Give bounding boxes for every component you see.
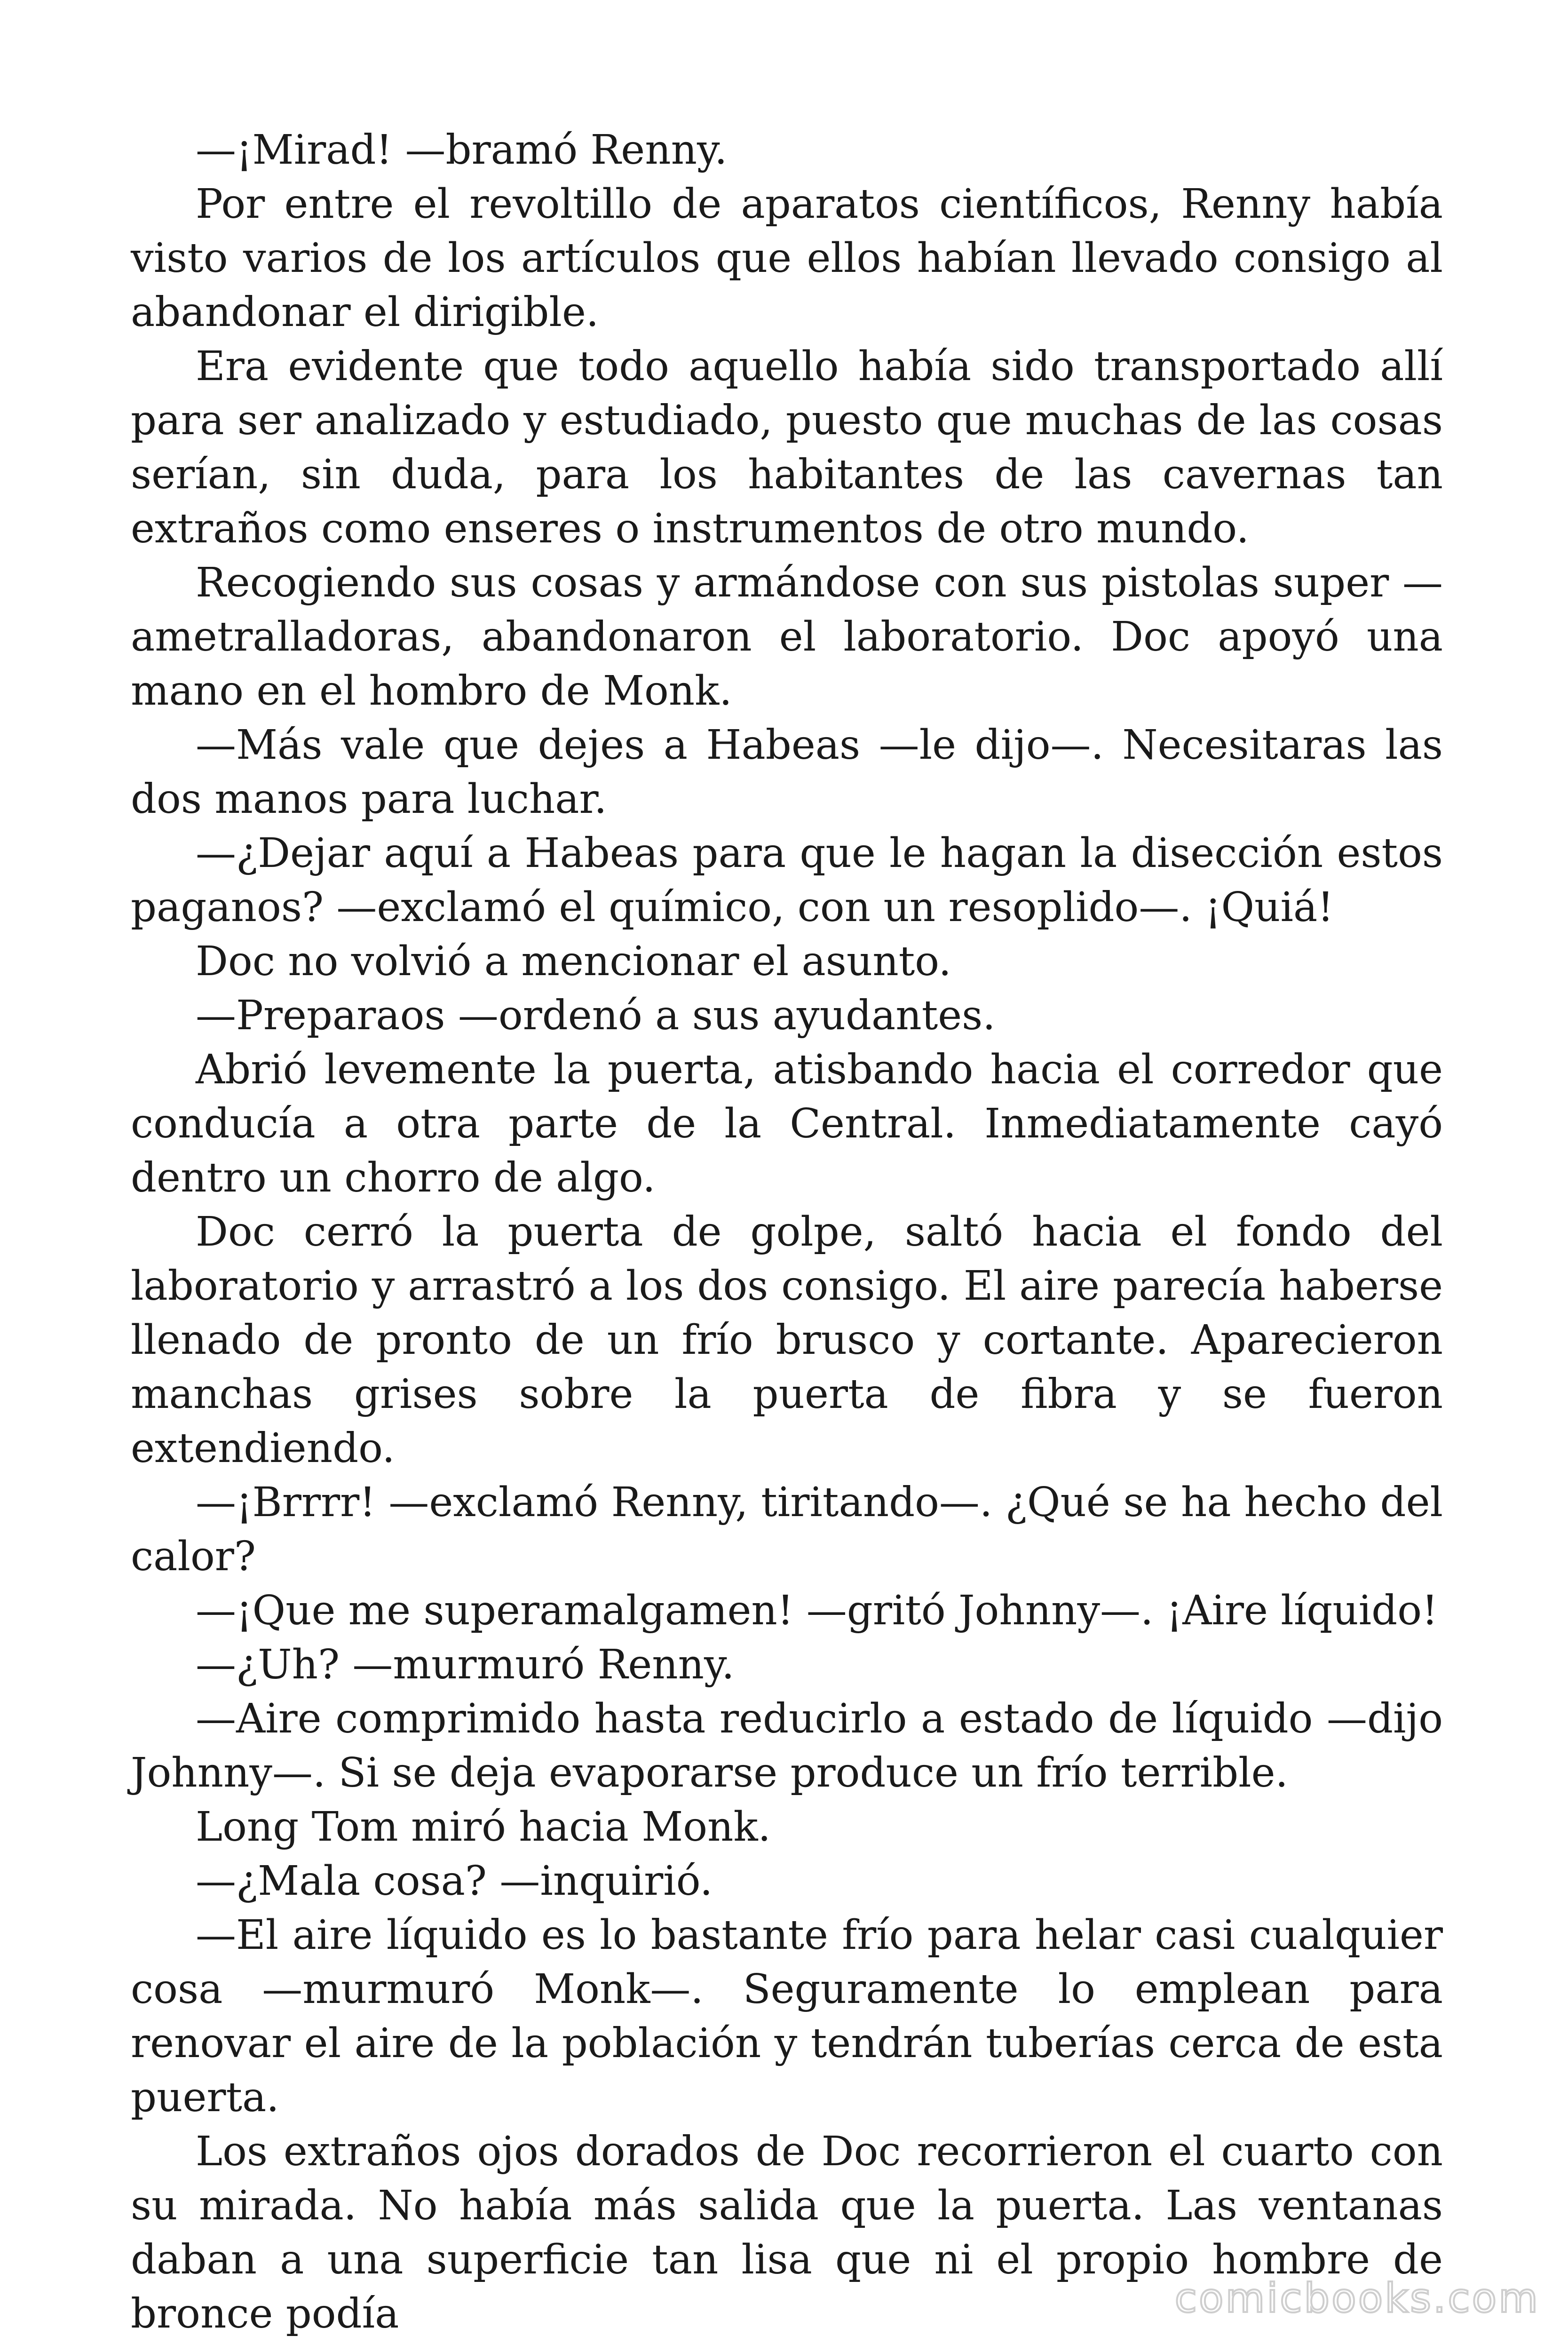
paragraph: —Más vale que dejes a Habeas —le dijo—. Necesitaras las dos manos para luchar. (131, 722, 1443, 823)
paragraph: Abrió levemente la puerta, atisbando hacia el corredor que conducía a otra parte de la Central. Inmediatamente cayó dentro un chorro de algo. (131, 1046, 1443, 1201)
paragraph: Los extraños ojos dorados de Doc recorrieron el cuarto con su mirada. No había más salida que la puerta. Las ventanas daban a una superficie tan lisa que ni el propio hombre de bronce podía (131, 2128, 1443, 2337)
paragraph: Doc no volvió a mencionar el asunto. (196, 938, 951, 985)
paragraph: —¡Que me superamalgamen! —gritó Johnny—. ¡Aire líquido! (196, 1587, 1438, 1634)
paragraph: —El aire líquido es lo bastante frío para helar casi cualquier cosa —murmuró Monk—. Seguramente lo emplean para renovar el aire de la población y tendrán tuberías cerca de esta puerta. (131, 1912, 1443, 2121)
paragraph: —¿Mala cosa? —inquirió. (196, 1858, 713, 1905)
paragraph: Recogiendo sus cosas y armándose con sus pistolas super — ametralladoras, abandonaron el laboratorio. Doc apoyó una mano en el hombro de Monk. (131, 559, 1443, 715)
paragraph: Doc cerró la puerta de golpe, saltó hacia el fondo del laboratorio y arrastró a los dos consigo. El aire parecía haberse llenado de pronto de un frío brusco y cortante. Aparecieron manchas grises sobre la puerta de fibra y se fueron extendiendo. (131, 1208, 1443, 1472)
paragraph: —¡Brrrr! —exclamó Renny, tiritando—. ¿Qué se ha hecho del calor? (131, 1479, 1443, 1580)
paragraph: —¿Uh? —murmuró Renny. (196, 1641, 735, 1688)
watermark: comicbooks.com (1174, 2275, 1540, 2322)
paragraph: —Aire comprimido hasta reducirlo a estado de líquido —dijo Johnny—. Si se deja evaporarse produce un frío terrible. (131, 1695, 1443, 1796)
paragraph: Por entre el revoltillo de aparatos científicos, Renny había visto varios de los artículos que ellos habían llevado consigo al abandonar el dirigible. (131, 181, 1443, 336)
paragraph: Era evidente que todo aquello había sido transportado allí para ser analizado y estudiado, puesto que muchas de las cosas serían, sin duda, para los habitantes de las cavernas tan extraños como enseres o instrumentos de otro mundo. (131, 343, 1443, 552)
paragraph: Long Tom miró hacia Monk. (196, 1804, 771, 1851)
paragraph: —Preparaos —ordenó a sus ayudantes. (196, 992, 996, 1039)
paragraph: —¡Mirad! —bramó Renny. (196, 127, 728, 174)
paragraph: —¿Dejar aquí a Habeas para que le hagan la disección estos paganos? —exclamó el químico, con un resoplido—. ¡Quiá! (131, 830, 1443, 931)
